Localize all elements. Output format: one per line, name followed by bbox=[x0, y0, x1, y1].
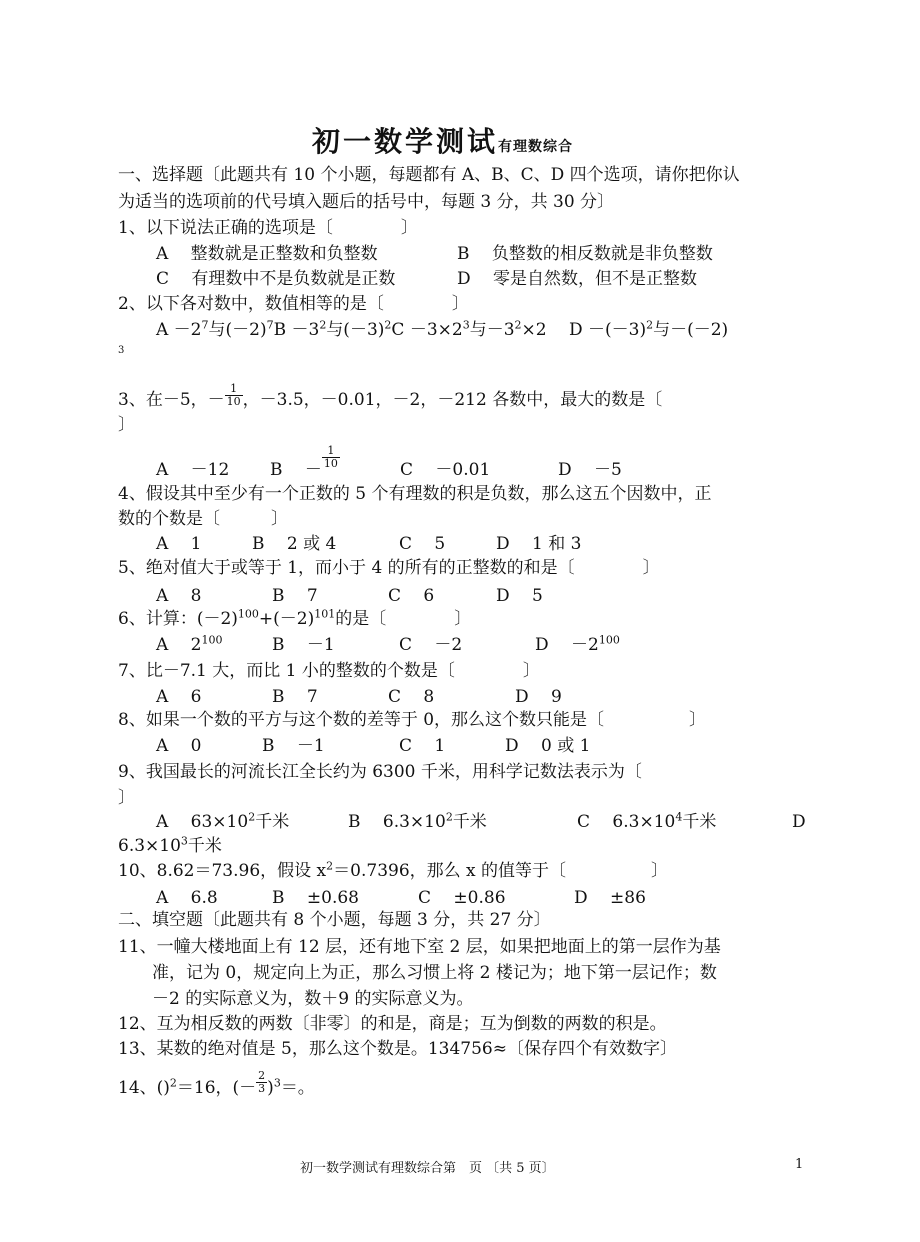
q4-stem-cont: 数的个数是〔 〕 bbox=[118, 509, 288, 529]
q1-stem: 1、以下说法正确的选项是〔 〕 bbox=[118, 218, 418, 238]
q5-option-a: A 8 bbox=[156, 586, 202, 606]
page-footer: 初一数学测试有理数综合第 页 〔共 5 页〕 bbox=[300, 1161, 555, 1176]
q2-stem: 2、以下各对数中，数值相等的是〔 〕 bbox=[118, 294, 469, 314]
q3-option-a: A －12 bbox=[156, 460, 230, 480]
q9-stem: 9、我国最长的河流长江全长约为 6300 千米，用科学记数法表示为〔 bbox=[118, 762, 642, 782]
q8-option-b: B －1 bbox=[262, 736, 325, 756]
q6-option-a: A $2^{100}$ bbox=[156, 633, 223, 655]
q8-option-d: D 0 或 1 bbox=[505, 736, 591, 756]
q3-fraction-num: 1 bbox=[225, 383, 243, 396]
q5-option-d: D 5 bbox=[496, 586, 543, 606]
q7-option-a: A 6 bbox=[156, 687, 202, 707]
q11-line-1: 11、一幢大楼地面上有 12 层，还有地下室 2 层，如果把地面上的第一层作为基 bbox=[118, 937, 721, 957]
q6-stem: 6、计算：$(-2)^{100}+(-2)^{101}$的是〔 〕 bbox=[118, 607, 472, 629]
q6-option-d: D $-2^{100}$ bbox=[535, 633, 620, 655]
q14: 14、()$^2$＝16，(－ $\frac{2}{3}$ )$^3$＝。 bbox=[118, 1069, 315, 1098]
q5-stem: 5、绝对值大于或等于 1，而小于 4 的所有的正整数的和是〔 〕 bbox=[118, 558, 660, 578]
section-1-heading-cont: 为适当的选项前的代号填入题后的括号中，每题 3 分，共 30 分〕 bbox=[118, 192, 615, 212]
q4-option-d: D 1 和 3 bbox=[496, 534, 582, 554]
q2-options: $A -2^7$与$(-2)^7B -3^2$与$(-3)^2C -3\times 2^3$与$-3^2\times 2$ $D -(-3)^2$与－(－2) bbox=[156, 318, 729, 340]
q4-option-b: B 2 或 4 bbox=[252, 534, 337, 554]
q7-option-d: D 9 bbox=[515, 687, 562, 707]
q4-option-a: A 1 bbox=[156, 534, 202, 554]
q10-stem: 10、8.62＝73.96，假设 $x^2=0.7396$，那么 x 的值等于〔 〕 bbox=[118, 859, 669, 881]
q13: 13、某数的绝对值是 5，那么这个数是。134756≈〔保存四个有效数字〕 bbox=[118, 1039, 677, 1059]
q1-option-a: A 整数就是正整数和负整数 bbox=[156, 244, 378, 264]
q7-option-c: C 8 bbox=[388, 687, 435, 707]
q10-option-d: D ±86 bbox=[574, 888, 646, 908]
q3-stem: 3、在－5，－ $\frac{1}{10}$ ，－3.5，－0.01，－2，－212 各数中，最大的数是〔 bbox=[118, 382, 663, 410]
q10-option-a: A 6.8 bbox=[156, 888, 218, 908]
q11-line-3: －2 的实际意义为，数＋9 的实际意义为。 bbox=[152, 989, 474, 1009]
section-2-heading: 二、填空题〔此题共有 8 个小题，每题 3 分，共 27 分〕 bbox=[118, 910, 551, 930]
q11-line-2: 准，记为 0，规定向上为正，那么习惯上将 2 楼记为；地下第一层记作；数 bbox=[152, 963, 717, 983]
q14-fraction-num: 2 bbox=[258, 1069, 266, 1082]
q9-option-d-value: $6.3\times 10^3$千米 bbox=[118, 834, 222, 856]
q2-wrap-exponent: 3 bbox=[118, 345, 125, 356]
q14-fraction-den: 3 bbox=[258, 1082, 266, 1095]
q8-stem: 8、如果一个数的平方与这个数的差等于 0，那么这个数只能是〔 〕 bbox=[118, 710, 707, 730]
q9-option-d: D bbox=[792, 812, 806, 832]
q8-option-c: C 1 bbox=[399, 736, 446, 756]
q5-option-c: C 6 bbox=[388, 586, 435, 606]
q9-close: 〕 bbox=[118, 788, 135, 808]
q7-option-b: B 7 bbox=[272, 687, 318, 707]
page-title: 初一数学测试有理数综合 bbox=[312, 125, 574, 158]
q3-option-d: D －5 bbox=[558, 460, 622, 480]
q9-option-a: A $63\times 10^2$千米 bbox=[156, 810, 290, 832]
q6-option-b: B －1 bbox=[272, 635, 335, 655]
q6-option-c: C －2 bbox=[399, 635, 463, 655]
q10-option-c: C ±0.86 bbox=[418, 888, 506, 908]
q10-option-b: B ±0.68 bbox=[272, 888, 359, 908]
q4-option-c: C 5 bbox=[399, 534, 446, 554]
q5-option-b: B 7 bbox=[272, 586, 318, 606]
page-number: 1 bbox=[795, 1157, 804, 1172]
q1-option-c: C 有理数中不是负数就是正数 bbox=[156, 269, 396, 289]
q12: 12、互为相反数的两数〔非零〕的和是，商是；互为倒数的两数的积是。 bbox=[118, 1014, 667, 1034]
q1-option-b: B 负整数的相反数就是非负整数 bbox=[457, 244, 713, 264]
q3-close: 〕 bbox=[118, 415, 135, 435]
q3-option-c: C －0.01 bbox=[400, 460, 491, 480]
page-subtitle: 有理数综合 bbox=[498, 139, 574, 155]
q3-option-b: B － $\frac{1}{10}$ bbox=[270, 444, 338, 480]
section-1-heading: 一、选择题〔此题共有 10 个小题，每题都有 A、B、C、D 四个选项，请你把你认 bbox=[118, 165, 740, 185]
q9-option-b: B $6.3\times 10^2$千米 bbox=[348, 810, 487, 832]
q9-option-c: C $6.3\times 10^4$千米 bbox=[577, 810, 717, 832]
q3-fraction-den: 10 bbox=[226, 395, 241, 408]
q7-stem: 7、比－7.1 大，而比 1 小的整数的个数是〔 〕 bbox=[118, 661, 540, 681]
q4-stem: 4、假设其中至少有一个正数的 5 个有理数的积是负数，那么这五个因数中，正 bbox=[118, 484, 712, 504]
q8-option-a: A 0 bbox=[156, 736, 202, 756]
q1-option-d: D 零是自然数，但不是正整数 bbox=[457, 269, 698, 289]
